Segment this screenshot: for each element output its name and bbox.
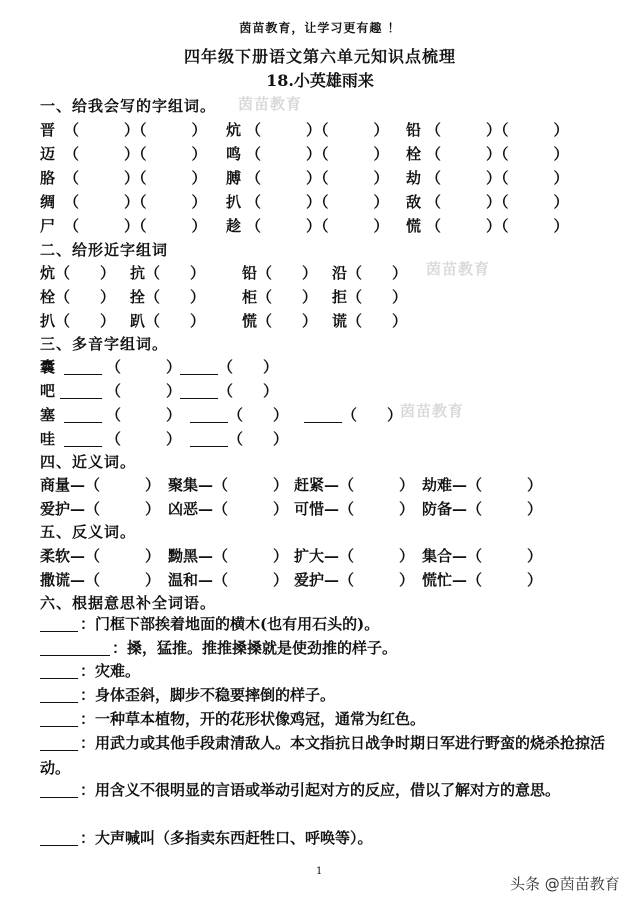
list-item: ：大声喊叫（多指卖东西赶牲口、呼唤等）。 — [40, 826, 610, 851]
section-heading-3: 三、多音字组词。 — [40, 335, 169, 353]
section-heading-6: 六、根据意思补全词语。 — [40, 594, 217, 612]
section-heading-1: 一、给我会写的字组词。 — [40, 97, 217, 115]
list-item: ：搡，猛推。推推搡搡就是使劲推的样子。 — [40, 636, 610, 661]
list-item: ：一种草本植物，开的花形状像鸡冠，通常为红色。 — [40, 707, 610, 732]
brand-watermark: 头条 @茵苗教育 — [510, 875, 620, 893]
watermark-text: 茵苗教育 — [238, 95, 303, 113]
list-item: ：身体歪斜，脚步不稳要摔倒的样子。 — [40, 683, 610, 708]
list-item: ：用含义不很明显的言语或举动引起对方的反应，借以了解对方的意思。 — [40, 778, 610, 803]
section-heading-5: 五、反义词。 — [40, 523, 137, 541]
list-item: ：灾难。 — [40, 659, 610, 684]
page-title: 四年级下册语文第六单元知识点梳理 — [183, 47, 456, 66]
watermark-text: 茵苗教育 — [426, 260, 491, 278]
page-number: 1 — [316, 866, 323, 877]
section-heading-2: 二、给形近字组词 — [40, 241, 169, 259]
lesson-title: 18.小英雄雨来 — [266, 71, 374, 90]
list-item: ：门框下部挨着地面的横木(也有用石头的)。 — [40, 612, 610, 637]
list-item: ：用武力或其他手段肃清敌人。本文指抗日战争时期日军进行野蛮的烧杀抢掠活动。 — [40, 734, 606, 777]
header-slogan: 茵苗教育，让学习更有趣 ！ — [239, 21, 401, 35]
section-heading-4: 四、近义词。 — [40, 453, 137, 471]
watermark-text: 茵苗教育 — [400, 402, 465, 420]
